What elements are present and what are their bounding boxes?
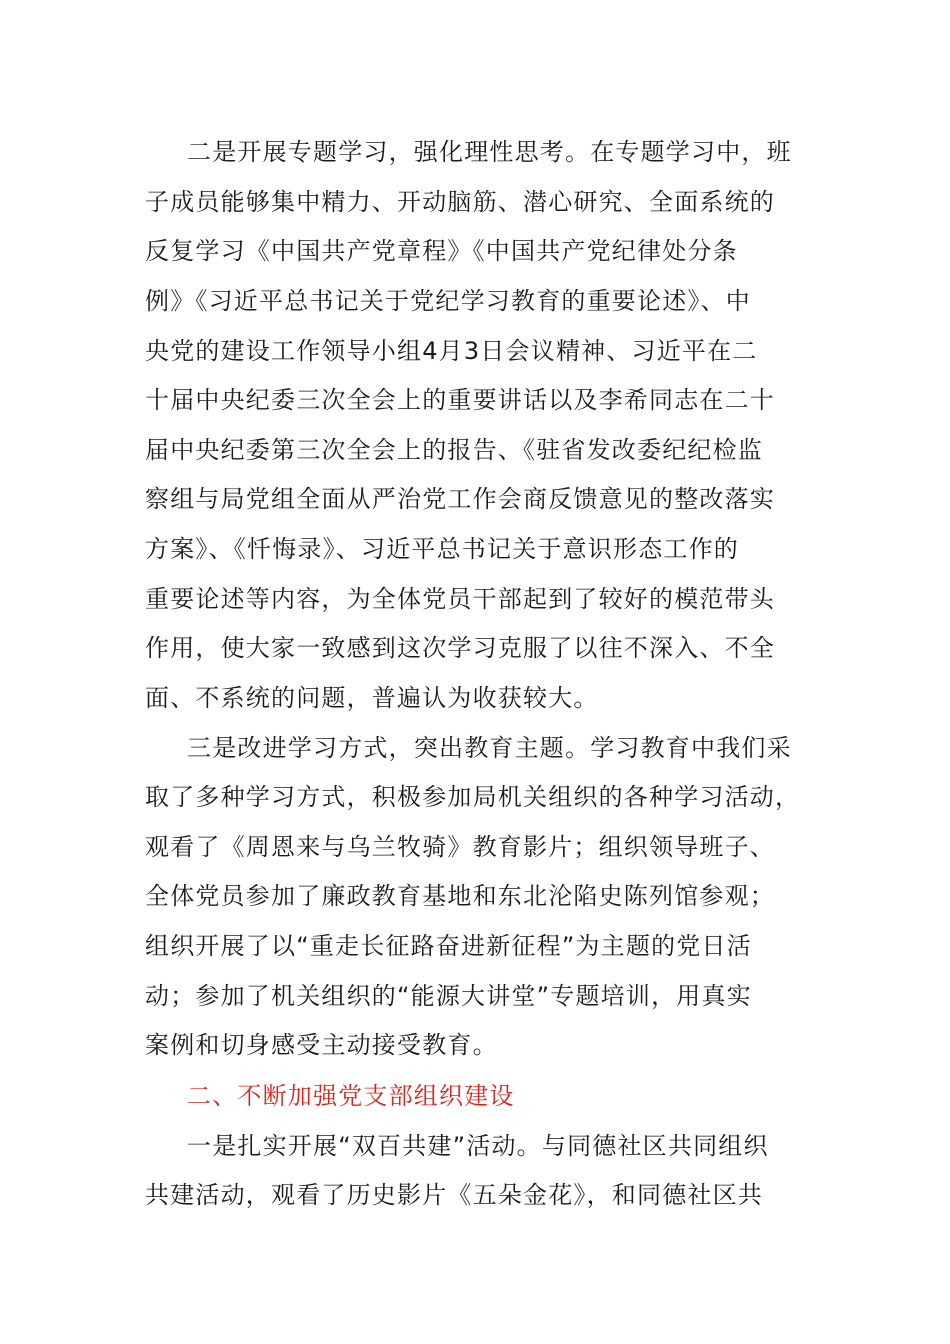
text-line-content: 例》《习近平总书记关于党纪学习教育的重要论述》、中 bbox=[145, 287, 751, 315]
text-line-content: 方案》、《忏悔录》、习近平总书记关于意识形态工作的 bbox=[145, 535, 739, 563]
text-line-content: 重要论述等内容，为全体党员干部起到了较好的模范带头 bbox=[145, 585, 775, 613]
text-line-content: 察组与局党组全面从严治党工作会商反馈意见的整改落实 bbox=[145, 485, 775, 513]
text-line bbox=[0, 1020, 950, 1070]
text-line bbox=[0, 772, 950, 822]
text-line bbox=[0, 375, 950, 425]
text-line bbox=[0, 226, 950, 276]
text-line-content: 届中央纪委第三次全会上的报告、《驻省发改委纪纪检监 bbox=[145, 436, 763, 464]
text-line bbox=[0, 673, 950, 723]
text-line bbox=[0, 1121, 950, 1171]
text-line bbox=[0, 871, 950, 921]
text-line-content: 一是扎实开展“双百共建”活动。与同德社区共同组织 bbox=[187, 1132, 769, 1160]
text-line bbox=[0, 276, 950, 326]
text-line-content: 全体党员参加了廉政教育基地和东北沦陷史陈列馆参观； bbox=[145, 882, 775, 910]
text-line bbox=[0, 524, 950, 574]
text-line bbox=[0, 921, 950, 971]
text-line-content: 作用，使大家一致感到这次学习克服了以往不深入、不全 bbox=[145, 634, 775, 662]
text-line bbox=[0, 177, 950, 227]
text-line bbox=[0, 425, 950, 475]
text-line-content: 观看了《周恩来与乌兰牧骑》教育影片；组织领导班子、 bbox=[145, 833, 775, 861]
text-line-content: 动；参加了机关组织的“能源大讲堂”专题培训，用真实 bbox=[145, 982, 752, 1010]
text-line-content: 二是开展专题学习，强化理性思考。在专题学习中，班 bbox=[187, 138, 792, 166]
text-line bbox=[0, 971, 950, 1021]
text-line-content: 三是改进学习方式，突出教育主题。学习教育中我们采 bbox=[187, 734, 792, 762]
text-line bbox=[0, 326, 950, 376]
text-line-content: 案例和切身感受主动接受教育。 bbox=[145, 1031, 498, 1059]
text-line bbox=[0, 1170, 950, 1220]
text-line-content: 组织开展了以“重走长征路奋进新征程”为主题的党日活 bbox=[145, 932, 752, 960]
text-line bbox=[0, 127, 950, 177]
text-line bbox=[0, 474, 950, 524]
text-line-content: 十届中央纪委三次全会上的重要讲话以及李希同志在二十 bbox=[145, 386, 775, 414]
text-line bbox=[0, 822, 950, 872]
text-line bbox=[0, 574, 950, 624]
section-heading bbox=[0, 1071, 950, 1121]
text-line-content: 央党的建设工作领导小组4月3日会议精神、习近平在二 bbox=[145, 337, 758, 365]
text-line-content: 反复学习《中国共产党章程》《中国共产党纪律处分条 bbox=[145, 237, 738, 265]
text-line bbox=[0, 723, 950, 773]
text-line-content: 子成员能够集中精力、开动脑筋、潜心研究、全面系统的 bbox=[145, 188, 775, 216]
section-heading-text: 二、不断加强党支部组织建设 bbox=[187, 1082, 515, 1110]
text-line-content: 面、不系统的问题，普遍认为收获较大。 bbox=[145, 684, 599, 712]
text-line-content: 取了多种学习方式，积极参加局机关组织的各种学习活动， bbox=[145, 783, 801, 811]
text-line-content: 共建活动，观看了历史影片《五朵金花》，和同德社区共 bbox=[145, 1181, 763, 1209]
text-line bbox=[0, 623, 950, 673]
